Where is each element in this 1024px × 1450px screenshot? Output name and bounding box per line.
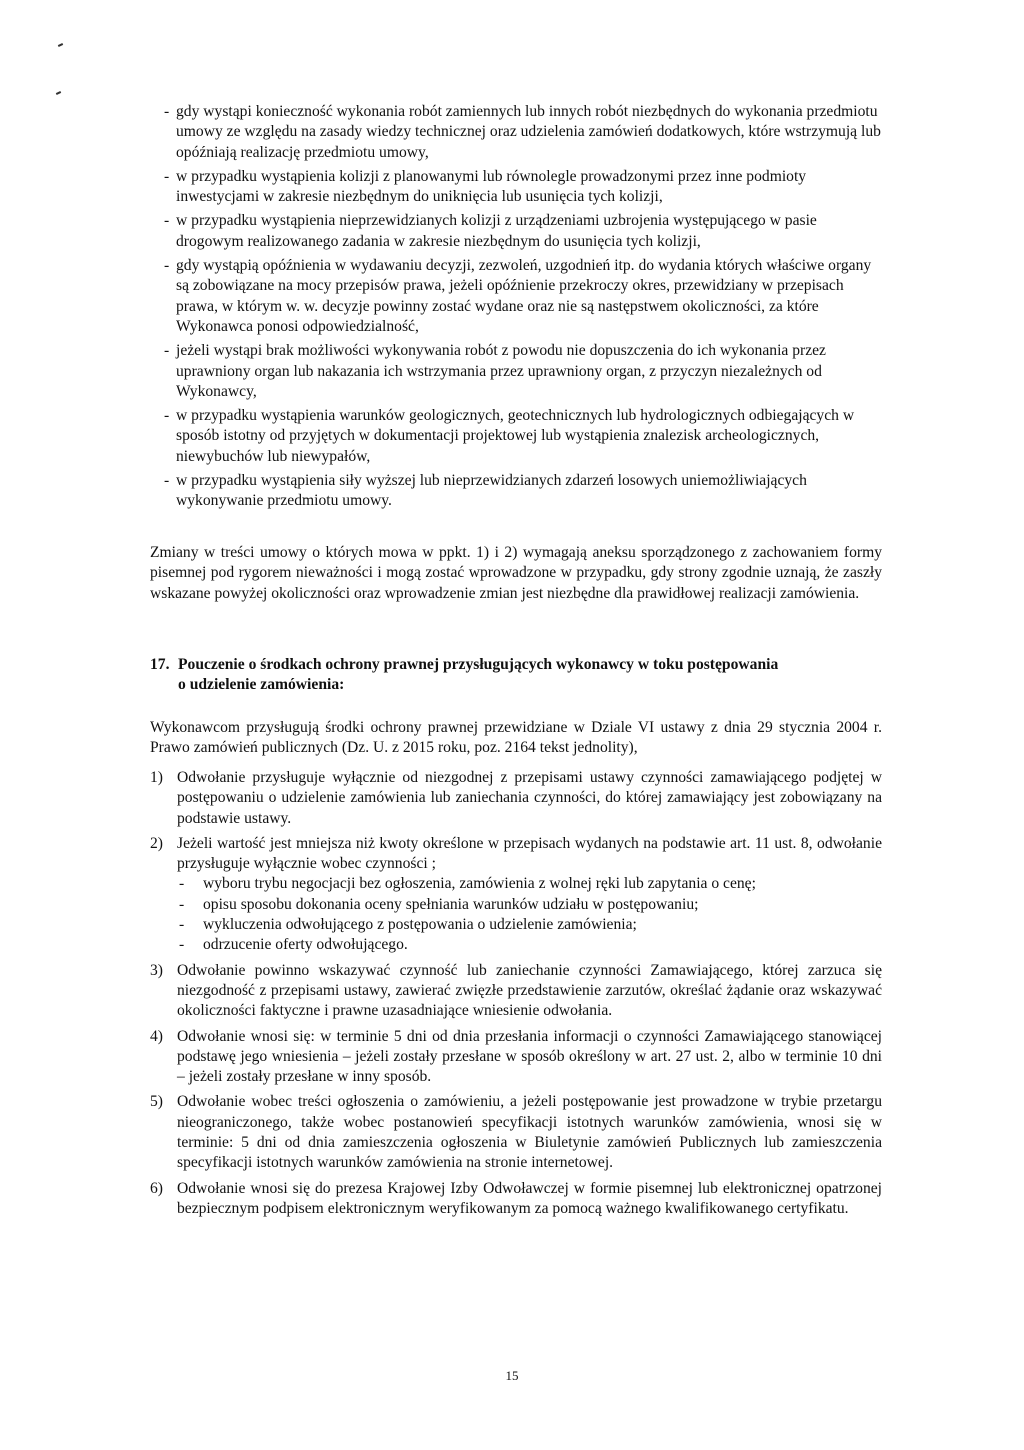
- list-item: [150, 1179, 882, 1220]
- item-text: Odwołanie powinno wskazywać czynność lub zaniechanie czynności Zamawiającego, której zarzuca się niezgodność z przepisami ustawy, zawierać zwięzłe przedstawienie zarzutów, określać żądanie oraz wskazywać okoliczności faktyczne i prawne uzasadniające wniesienie odwołania.: [177, 961, 882, 1020]
- list-item: [150, 834, 882, 956]
- item-text: Odwołanie przysługuje wyłącznie od niezgodnej z przepisami ustawy czynności zamawiającego podjętej w postępowaniu o udzielenie zamówienia lub zaniechania czynności, do której zamawiający jest zobowiązany na podstawie ustawy.: [177, 769, 882, 827]
- section-title-line1: Pouczenie o środkach ochrony prawnej przysługujących wykonawcy w toku postępowania: [178, 656, 779, 673]
- item-text: Odwołanie wnosi się do prezesa Krajowej Izby Odwoławczej w formie pisemnej lub elektronicznej opatrzonej bezpiecznym podpisem elektronicznym weryfikowanym za pomocą ważnego kwalifikowanego certyfikatu.: [177, 1179, 882, 1217]
- sublist-item: - opisu sposobu dokonania oceny spełniania warunków udziału w postępowaniu;: [177, 895, 882, 915]
- list-item: - w przypadku wystąpienia kolizji z planowanymi lub równolegle prowadzonymi przez inne podmioty inwestycjami w zakresie niezbędnym do uniknięcia lub usunięcia tych kolizji,: [164, 167, 884, 208]
- list-item: - w przypadku wystąpienia nieprzewidzianych kolizji z urządzeniami uzbrojenia występującego w pasie drogowym realizowanego zadania w zakresie niezbędnym do usunięcia tych kolizji,: [164, 211, 884, 252]
- item-2-sublist: [177, 874, 882, 955]
- sublist-item: - wykluczenia odwołującego z postępowania o udzielenie zamówienia;: [177, 915, 882, 935]
- item-number: 4): [150, 1027, 163, 1045]
- item-text: Odwołanie wnosi się: w terminie 5 dni od dnia przesłania informacji o czynności Zamawiającego stanowiącej podstawę jego wniesienia – jeżeli zostały przesłane w sposób określony w art. 27 ust. 2, albo w terminie 10 dni – jeżeli zostały przesłane w inny sposób.: [177, 1027, 882, 1086]
- list-item: - w przypadku wystąpienia siły wyższej lub nieprzewidzianych zdarzeń losowych uniemożliwiających wykonywanie przedmiotu umowy.: [164, 471, 884, 512]
- section-17-heading: [150, 655, 890, 696]
- page-number: 15: [505, 1368, 519, 1383]
- item-number: 6): [150, 1179, 163, 1197]
- list-item: - gdy wystąpią opóźnienia w wydawaniu decyzji, zezwoleń, uzgodnień itp. do wydania których właściwe organy są zobowiązane na mocy przepisów prawa, jeżeli opóźnienie przekroczy okres, przewidziany w przepisach prawa, w którym w. w. decyzje powinny zostać wydane oraz nie są następstwem okoliczności, za które Wykonawca ponosi odpowiedzialność,: [164, 256, 884, 337]
- changes-paragraph: Zmiany w treści umowy o których mowa w ppkt. 1) i 2) wymagają aneksu sporządzonego z zachowaniem formy pisemnej pod rygorem nieważności i mogą zostać wprowadzone w przypadku, gdy strony zgodnie uznają, że zaszły wskazane powyżej okoliczności oraz wprowadzenie zmian jest niezbędne dla prawidłowej realizacji zamówienia.: [150, 544, 882, 602]
- sublist-item: - wyboru trybu negocjacji bez ogłoszenia, zamówienia z wolnej ręki lub zapytania o cenę;: [177, 874, 882, 894]
- list-item: - jeżeli wystąpi brak możliwości wykonywania robót z powodu nie dopuszczenia do ich wykonania przez uprawniony organ lub nakazania ich wstrzymania przez uprawniony organ, z przyczyn niezależnych od Wykonawcy,: [164, 341, 884, 402]
- item-number: 1): [150, 769, 163, 786]
- item-number: 2): [150, 834, 163, 852]
- conditions-dash-list: [164, 102, 884, 516]
- list-item: [150, 1092, 882, 1173]
- item-number: 3): [150, 961, 163, 979]
- list-item: - w przypadku wystąpienia warunków geologicznych, geotechnicznych lub hydrologicznych odbiegających w sposób istotny od przyjętych w dokumentacji projektowej lub wystąpienia znalezisk archeologicznych, niewybuchów lub niewypałów,: [164, 406, 884, 467]
- remedies-numbered-list: [150, 768, 882, 1224]
- section-17-intro: Wykonawcom przysługują środki ochrony prawnej przewidziane w Dziale VI ustawy z dnia 29 stycznia 2004 r. Prawo zamówień publicznych (Dz. U. z 2015 roku, poz. 2164 tekst jednolity),: [150, 719, 882, 757]
- scan-mark-1: [58, 43, 63, 47]
- sublist-item: - odrzucenie oferty odwołującego.: [177, 935, 882, 955]
- item-number: 5): [150, 1093, 163, 1111]
- section-title-line2: o udzielenie zamówienia:: [178, 676, 345, 694]
- list-item: [150, 961, 882, 1022]
- list-item: - gdy wystąpi konieczność wykonania robót zamiennych lub innych robót niezbędnych do wykonania przedmiotu umowy ze względu na zasady wiedzy technicznej oraz udzielenia zamówień dodatkowych, które wstrzymują lub opóźniają realizację przedmiotu umowy,: [164, 102, 884, 163]
- list-item: [150, 1027, 882, 1088]
- section-number: 17.: [150, 656, 170, 673]
- scan-mark-2: [56, 91, 61, 95]
- list-item: [150, 768, 882, 829]
- item-text: Jeżeli wartość jest mniejsza niż kwoty określone w przepisach wydanych na podstawie art. 11 ust. 8, odwołanie przysługuje wyłącznie wobec czynności ;: [177, 834, 882, 873]
- item-text: Odwołanie wobec treści ogłoszenia o zamówieniu, a jeżeli postępowanie jest prowadzone w trybie przetargu nieograniczonego, także wobec postanowień specyfikacji istotnych warunków zamówienia, wnosi się w terminie: 5 dni od dnia zamieszczenia ogłoszenia w Biuletynie zamówień Publicznych lub zamieszczenia specyfikacji istotnych warunków zamówienia na stronie internetowej.: [177, 1093, 882, 1172]
